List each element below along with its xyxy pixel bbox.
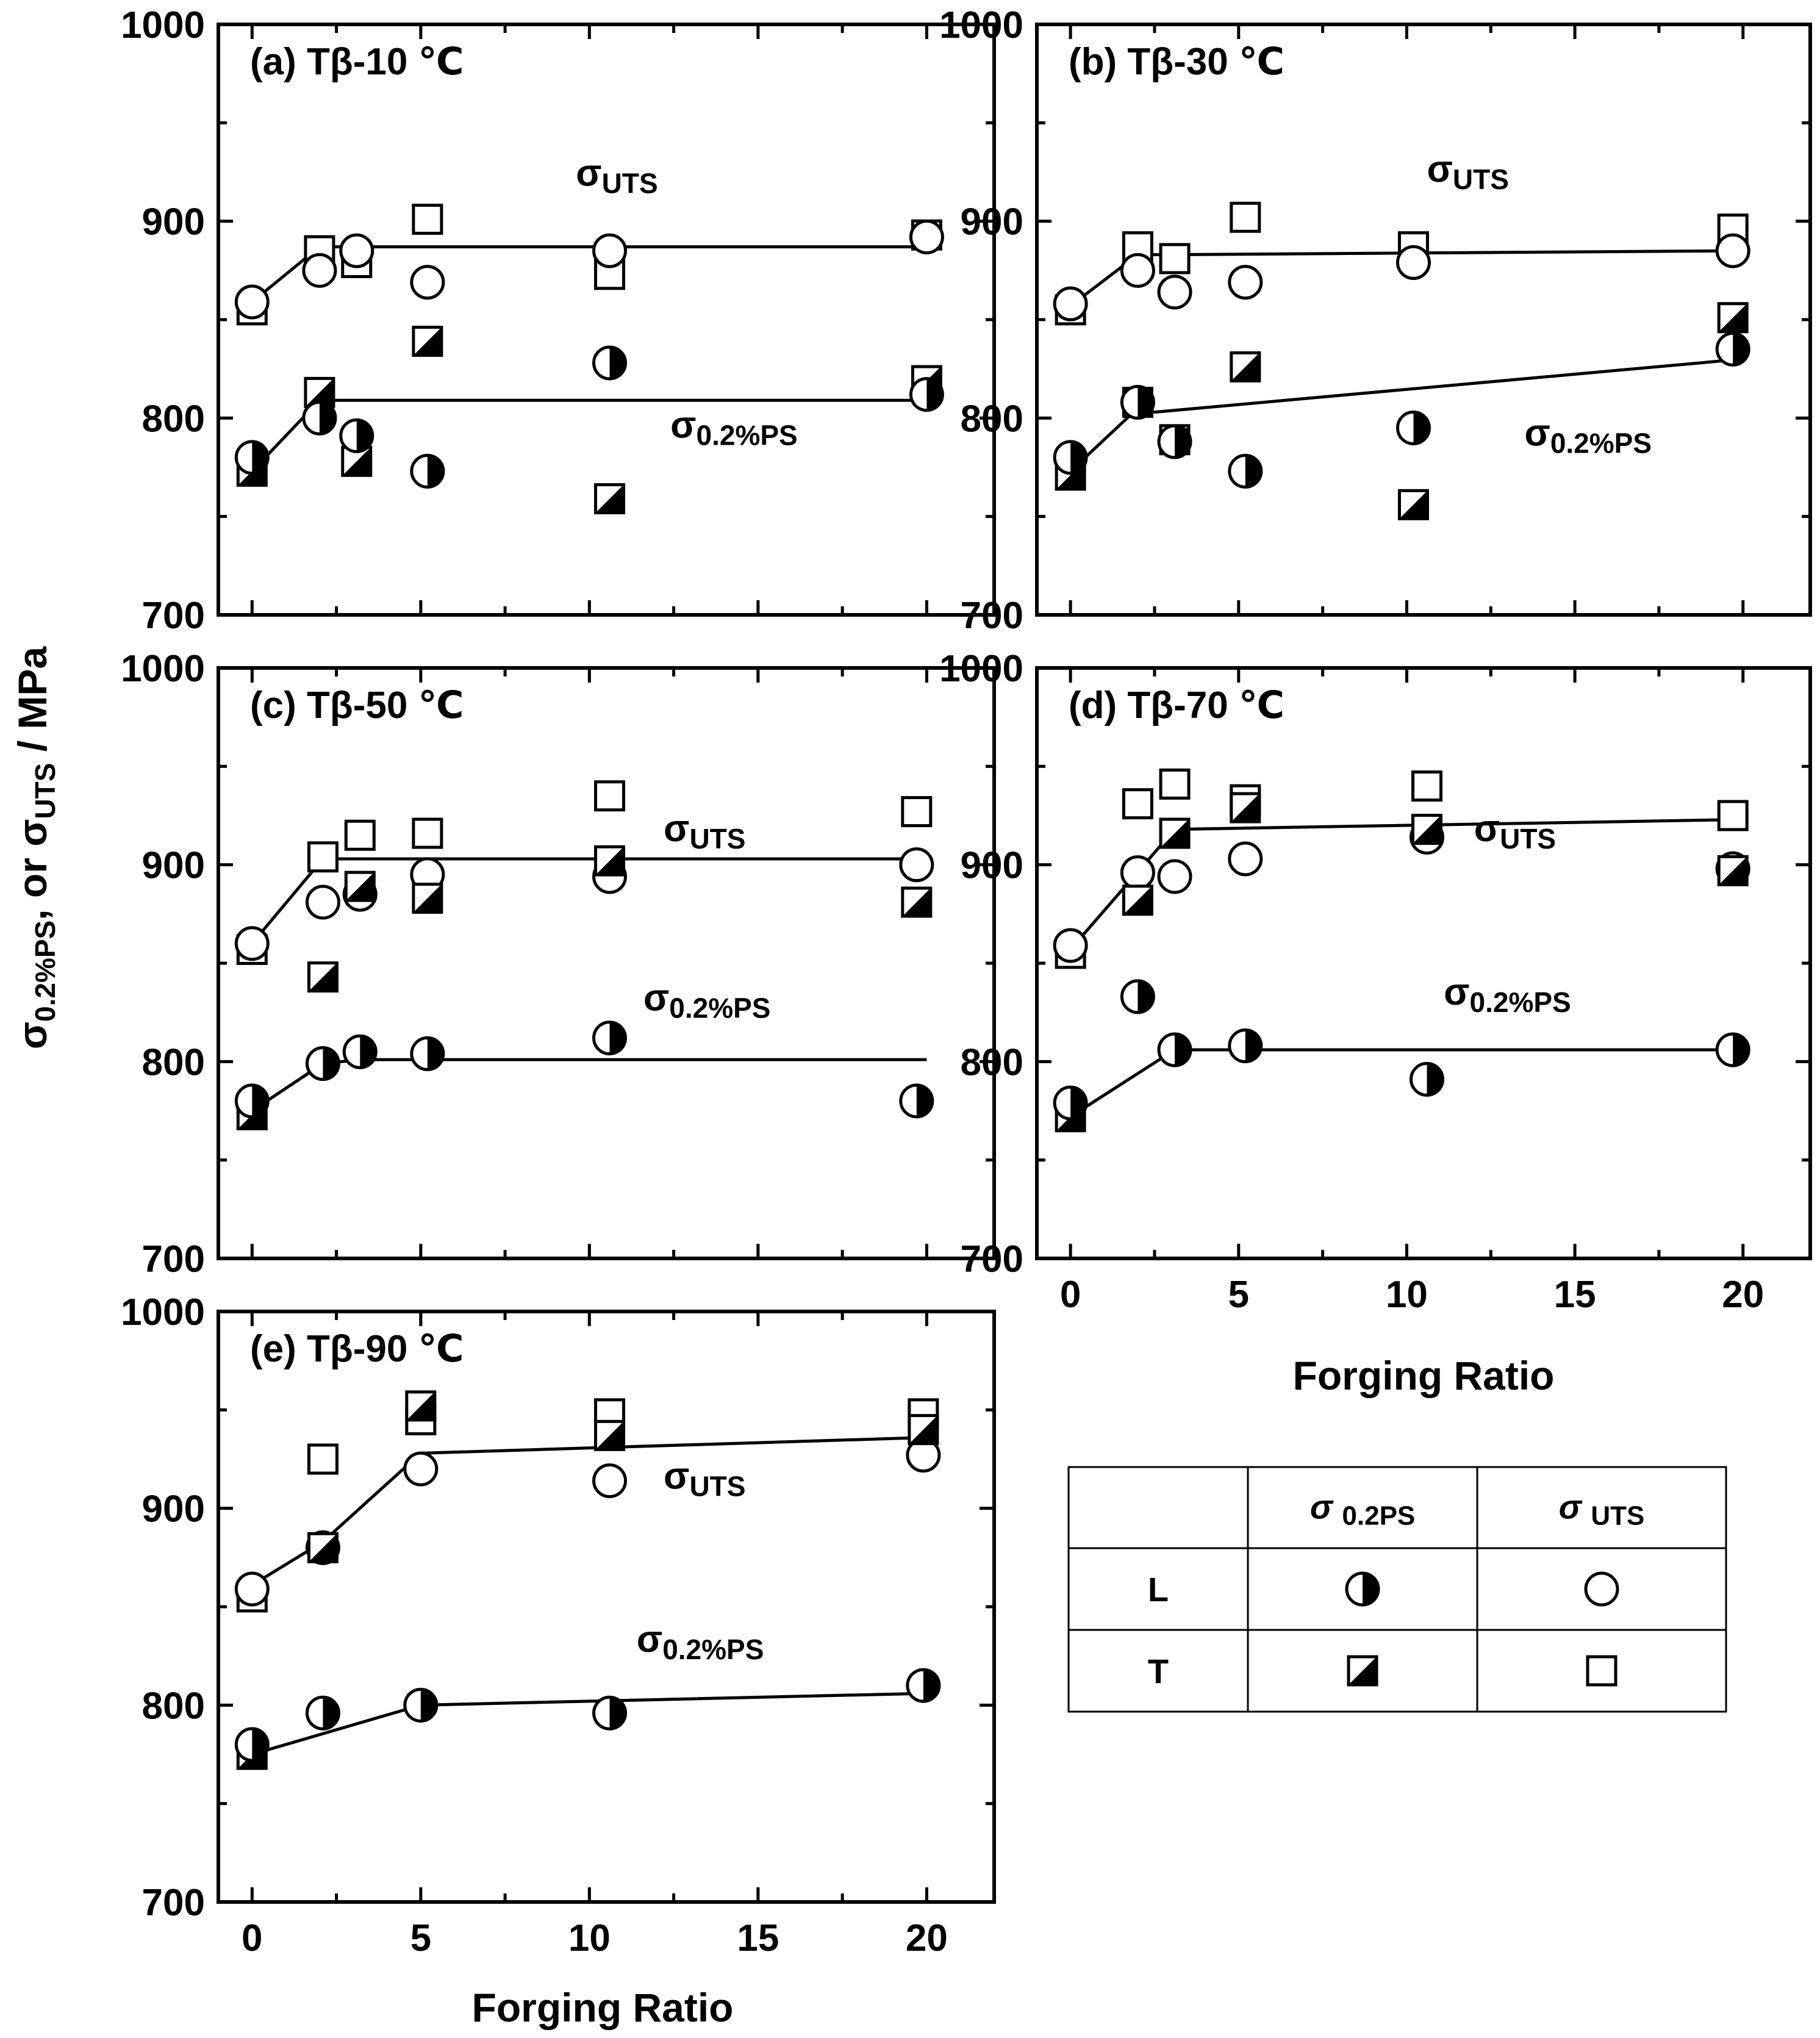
x-tick-label: 10 <box>568 1917 611 1959</box>
label-uts-sigma: σ <box>664 1455 690 1498</box>
y-tick-label: 700 <box>960 1238 1023 1280</box>
marker-ps-l-fill <box>1175 1034 1191 1066</box>
label-ps-sigma: σ <box>1524 412 1550 454</box>
marker-uts-t <box>596 782 624 810</box>
y-tick-label: 900 <box>960 844 1023 887</box>
x-tick-label: 15 <box>737 1917 779 1959</box>
label-uts-sigma: σ <box>1474 807 1500 850</box>
marker-ps-l-fill <box>1733 1034 1749 1066</box>
label-uts-sub: UTS <box>689 822 746 855</box>
marker-ps-l-fill <box>610 347 626 379</box>
label-uts-sigma: σ <box>576 152 602 195</box>
panel-title: (c) Tβ-50 ℃ <box>250 684 464 727</box>
y-tick-label: 900 <box>142 201 205 243</box>
panels-group <box>121 4 1810 1959</box>
label-ps-sigma: σ <box>636 1618 663 1661</box>
marker-uts-l <box>594 1465 626 1496</box>
chart-panel-d <box>939 648 1810 1316</box>
label-ps-sigma: σ <box>670 404 697 447</box>
y-tick-label: 800 <box>142 398 205 440</box>
marker-uts-t <box>309 843 337 871</box>
marker-uts-l <box>307 886 339 918</box>
marker-uts-t <box>414 819 442 847</box>
marker-uts-l <box>1055 930 1086 961</box>
x-tick-label: 0 <box>1059 1274 1081 1316</box>
plot-frame <box>218 24 994 615</box>
marker-uts-l <box>1230 843 1261 875</box>
y-axis-title: $\sigma_{0.2\%PS}$, or $\sigma_{UTS}$ / MPa <box>10 646 61 1050</box>
marker-uts-l <box>901 849 933 881</box>
marker-ps-l-fill <box>1733 333 1749 365</box>
marker-ps-l-fill <box>1245 455 1261 487</box>
x-tick-label: 20 <box>1722 1274 1764 1316</box>
marker-uts-l <box>236 286 268 318</box>
marker-uts-l <box>1717 235 1749 267</box>
label-uts <box>664 808 745 855</box>
marker-uts-l <box>911 221 942 253</box>
marker-ps-l-fill <box>917 1085 933 1117</box>
marker-uts-l <box>1230 267 1261 298</box>
y-tick-label: 1000 <box>939 4 1023 46</box>
y-tick-label: 1000 <box>121 648 205 690</box>
marker-uts-t <box>346 821 374 849</box>
y-tick-label: 900 <box>142 844 205 887</box>
legend-header-sigma: σ <box>1309 1487 1342 1526</box>
x-tick-label: 10 <box>1385 1274 1428 1316</box>
legend-row-label: T <box>1147 1652 1169 1690</box>
panel-title: (b) Tβ-30 ℃ <box>1069 41 1285 83</box>
label-ps-sub: 0.2%PS <box>696 419 798 451</box>
y-tick-label: 800 <box>142 1041 205 1084</box>
label-uts-sub: UTS <box>1452 163 1509 196</box>
legend-col-header <box>1310 1488 1416 1531</box>
marker-uts-t <box>309 1445 337 1473</box>
x-tick-label: 5 <box>410 1917 432 1959</box>
marker-uts-l <box>412 267 443 298</box>
legend-row-label: L <box>1147 1570 1169 1609</box>
legend-col-header <box>1559 1488 1645 1531</box>
marker-uts-l <box>1159 861 1191 892</box>
marker-uts-t <box>1161 245 1189 273</box>
marker-uts-l <box>236 1573 268 1605</box>
marker-uts-t <box>1123 790 1152 818</box>
marker-ps-l-fill <box>1363 1573 1378 1605</box>
chart-panel-b <box>939 4 1810 637</box>
panel-title: (e) Tβ-90 ℃ <box>250 1328 464 1370</box>
marker-ps-l-fill <box>1138 981 1153 1013</box>
legend-table <box>1069 1467 1726 1712</box>
marker-uts-l <box>304 254 335 286</box>
y-tick-label: 1000 <box>121 4 205 46</box>
label-uts <box>664 1455 745 1502</box>
marker-uts-t <box>414 205 442 233</box>
y-tick-label: 1000 <box>939 648 1023 690</box>
y-tick-label: 900 <box>142 1488 205 1530</box>
marker-uts-t <box>1231 203 1259 231</box>
x-axis-title-right: Forging Ratio <box>1292 1353 1555 1398</box>
label-ps-sub: 0.2%PS <box>1550 427 1652 459</box>
x-tick-label: 0 <box>242 1917 263 1959</box>
y-tick-label: 800 <box>960 1041 1023 1084</box>
y-tick-label: 700 <box>142 595 205 637</box>
marker-uts-t <box>1588 1657 1616 1685</box>
y-tick-label: 800 <box>142 1685 205 1728</box>
x-tick-label: 15 <box>1553 1274 1596 1316</box>
plot-frame <box>1037 24 1810 615</box>
panel-title: (a) Tβ-10 ℃ <box>250 41 464 83</box>
y-tick-label: 800 <box>960 398 1023 440</box>
marker-ps-l-fill <box>323 1697 339 1729</box>
label-ps-sub: 0.2%PS <box>662 1634 764 1666</box>
chart-panel-e <box>121 1291 994 1959</box>
marker-uts-l <box>1122 857 1153 889</box>
chart-panel-a <box>121 4 994 637</box>
label-uts-sigma: σ <box>664 807 690 850</box>
marker-uts-t <box>903 798 931 826</box>
label-ps <box>637 1618 764 1665</box>
y-tick-label: 700 <box>960 595 1023 637</box>
label-ps-sub: 0.2%PS <box>1469 986 1571 1018</box>
label-uts <box>1427 148 1509 195</box>
marker-uts-l <box>594 235 626 267</box>
label-uts-sub: UTS <box>689 1470 746 1502</box>
marker-ps-l-fill <box>610 1022 626 1054</box>
legend-header-sub: 0.2PS <box>1342 1501 1416 1531</box>
y-tick-label: 900 <box>960 201 1023 243</box>
label-ps <box>1444 971 1571 1018</box>
label-uts-sub: UTS <box>1500 822 1557 855</box>
panel-title: (d) Tβ-70 ℃ <box>1069 684 1285 727</box>
marker-uts-l <box>1159 276 1191 308</box>
plot-frame <box>1037 668 1810 1258</box>
marker-ps-l-fill <box>923 1670 939 1701</box>
label-ps <box>670 404 798 451</box>
marker-uts-l <box>236 928 268 960</box>
marker-uts-l <box>1055 288 1086 320</box>
marker-ps-l-fill <box>421 1689 437 1721</box>
marker-uts-l <box>1122 254 1153 286</box>
marker-uts-l <box>341 235 373 267</box>
marker-uts-t <box>1413 772 1441 800</box>
marker-ps-l-fill <box>360 1036 376 1067</box>
fit-line <box>252 1693 926 1754</box>
marker-ps-l-fill <box>1427 1063 1443 1095</box>
marker-uts-t <box>1719 802 1747 830</box>
label-ps-sub: 0.2%PS <box>669 992 771 1024</box>
label-uts <box>1474 808 1556 855</box>
label-uts <box>576 152 657 199</box>
marker-ps-l-fill <box>1245 1030 1261 1062</box>
fit-line <box>252 1438 926 1585</box>
marker-uts-l <box>1397 246 1429 278</box>
label-ps <box>1524 412 1652 459</box>
label-uts-sigma: σ <box>1427 148 1453 191</box>
marker-uts-l <box>1586 1573 1618 1605</box>
marker-uts-l <box>405 1453 437 1485</box>
x-axis-title-bottom: Forging Ratio <box>471 1985 734 2030</box>
marker-uts-t <box>1161 770 1189 798</box>
marker-ps-l-fill <box>323 1048 339 1080</box>
legend-header-sub: UTS <box>1591 1501 1645 1531</box>
x-tick-label: 5 <box>1228 1274 1250 1316</box>
label-ps-sigma: σ <box>1444 971 1470 1013</box>
y-tick-label: 1000 <box>121 1291 205 1333</box>
y-tick-label: 700 <box>142 1882 205 1924</box>
label-ps <box>643 977 771 1024</box>
legend-header-sigma: σ <box>1558 1487 1591 1526</box>
y-tick-label: 700 <box>142 1238 205 1280</box>
label-uts-sub: UTS <box>601 167 658 199</box>
marker-ps-l-fill <box>428 1038 443 1069</box>
marker-ps-l-fill <box>1413 412 1429 443</box>
marker-ps-l-fill <box>428 455 443 487</box>
x-tick-label: 20 <box>905 1917 948 1959</box>
label-ps-sigma: σ <box>643 977 670 1019</box>
chart-panel-c <box>121 648 994 1280</box>
